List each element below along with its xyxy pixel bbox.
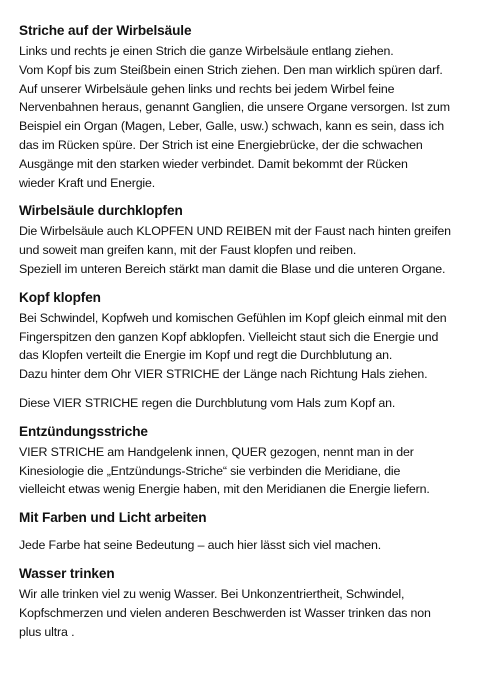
body-line: vielleicht etwas wenig Energie haben, mit den Meridianen die Energie liefern. bbox=[19, 482, 430, 497]
body-line: Diese VIER STRICHE regen die Durchblutung vom Hals zum Kopf an. bbox=[19, 395, 396, 410]
body-line: Vom Kopf bis zum Steißbein einen Strich ziehen. Den man wirklich spüren darf. bbox=[19, 62, 443, 77]
body-line: Nervenbahnen heraus, genannt Ganglien, die unsere Organe versorgen. Ist zum bbox=[19, 100, 450, 115]
section-heading: Wasser trinken bbox=[19, 565, 115, 581]
document-page bbox=[19, 22, 479, 641]
section-heading: Striche auf der Wirbelsäule bbox=[19, 23, 192, 38]
section-farben-licht bbox=[19, 509, 479, 555]
section-kopf-klopfen bbox=[19, 289, 479, 413]
body-line: Kinesiologie die „Entzündungs-Striche“ sie verbinden die Meridiane, die bbox=[19, 463, 401, 478]
body-line: plus ultra . bbox=[19, 624, 75, 639]
body-line: das Klopfen verteilt die Energie im Kopf und regt die Durchblutung an. bbox=[19, 348, 393, 363]
section-wirbelsaeule-durchklopfen bbox=[19, 202, 479, 278]
body-line: und soweit man greifen kann, mit der Faust klopfen und reiben. bbox=[19, 243, 357, 258]
body-line: Speziell im unteren Bereich stärkt man damit die Blase und die unteren Organe. bbox=[19, 261, 446, 276]
body-line: Fingerspitzen den ganzen Kopf abklopfen. Vielleicht staut sich die Energie und bbox=[19, 329, 439, 344]
section-entzuendungsstriche bbox=[19, 423, 479, 499]
body-line: Wir alle trinken viel zu wenig Wasser. Bei Unkonzentriertheit, Schwindel, bbox=[19, 586, 405, 601]
body-line: Die Wirbelsäule auch KLOPFEN UND REIBEN mit der Faust nach hinten greifen bbox=[19, 224, 451, 239]
section-striche-wirbelsaeule bbox=[19, 22, 479, 192]
body-line: VIER STRICHE am Handgelenk innen, QUER gezogen, nennt man in der bbox=[19, 444, 414, 459]
section-heading: Wirbelsäule durchklopfen bbox=[19, 203, 183, 219]
body-line: Beispiel ein Organ (Magen, Leber, Galle, usw.) schwach, kann es sein, dass ich bbox=[19, 119, 444, 134]
section-heading: Entzündungsstriche bbox=[19, 423, 148, 439]
section-heading: Mit Farben und Licht arbeiten bbox=[19, 510, 207, 526]
body-line: das im Rücken spüre. Der Strich ist eine Energiebrücke, der die schwachen bbox=[19, 137, 423, 152]
section-heading: Kopf klopfen bbox=[19, 289, 101, 305]
body-line: Dazu hinter dem Ohr VIER STRICHE der Länge nach Richtung Hals ziehen. bbox=[19, 367, 428, 382]
body-line: Ausgänge mit den starken wieder verbindet. Damit bekommt der Rücken bbox=[19, 156, 408, 171]
body-line: Jede Farbe hat seine Bedeutung – auch hier lässt sich viel machen. bbox=[19, 538, 382, 553]
body-line: Kopfschmerzen und vielen anderen Beschwerden ist Wasser trinken das non bbox=[19, 605, 431, 620]
body-line: Bei Schwindel, Kopfweh und komischen Gefühlen im Kopf gleich einmal mit den bbox=[19, 310, 447, 325]
body-line: Links und rechts je einen Strich die ganze Wirbelsäule entlang ziehen. bbox=[19, 44, 394, 58]
body-line: wieder Kraft und Energie. bbox=[19, 175, 156, 190]
body-line: Auf unserer Wirbelsäule gehen links und rechts bei jedem Wirbel feine bbox=[19, 81, 395, 96]
section-wasser-trinken bbox=[19, 565, 479, 641]
